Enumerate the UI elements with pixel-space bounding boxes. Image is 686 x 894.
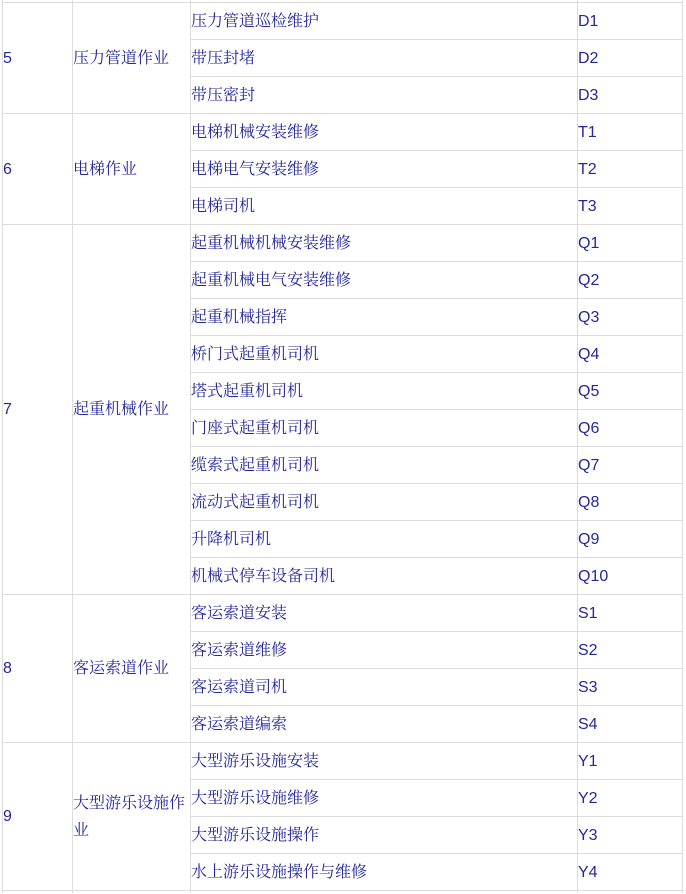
item-code-cell: Y3 — [578, 817, 683, 854]
item-name-cell: 电梯电气安装维修 — [191, 151, 578, 188]
item-name-cell: 客运索道编索 — [191, 706, 578, 743]
item-name-cell: 带压密封 — [191, 77, 578, 114]
item-code-cell: S4 — [578, 706, 683, 743]
item-name-cell: 客运索道维修 — [191, 632, 578, 669]
item-code-cell: Q9 — [578, 521, 683, 558]
item-code-cell: Y2 — [578, 780, 683, 817]
item-code-cell: Q1 — [578, 225, 683, 262]
item-code-cell: Q2 — [578, 262, 683, 299]
item-code-cell: Q8 — [578, 484, 683, 521]
item-name-cell: 桥门式起重机司机 — [191, 336, 578, 373]
item-name-cell: 起重机械机械安装维修 — [191, 225, 578, 262]
group-serial-cell: 6 — [3, 114, 73, 225]
item-name-cell: 塔式起重机司机 — [191, 373, 578, 410]
group-serial-cell: 7 — [3, 225, 73, 595]
partial-row-bottom — [3, 891, 683, 894]
group-category-cell: 压力管道作业 — [73, 3, 191, 114]
item-name-cell: 大型游乐设施安装 — [191, 743, 578, 780]
item-code-cell: D1 — [578, 3, 683, 40]
item-name-cell: 电梯司机 — [191, 188, 578, 225]
item-name-cell: 流动式起重机司机 — [191, 484, 578, 521]
item-code-cell: Y1 — [578, 743, 683, 780]
item-code-cell: S3 — [578, 669, 683, 706]
partial-row-cell — [3, 891, 73, 894]
partial-row-cell — [73, 891, 191, 894]
table-row — [3, 3, 683, 40]
item-name-cell: 带压封堵 — [191, 40, 578, 77]
table-row — [3, 743, 683, 780]
item-code-cell: T2 — [578, 151, 683, 188]
group-serial-cell: 5 — [3, 3, 73, 114]
item-name-cell: 起重机械电气安装维修 — [191, 262, 578, 299]
item-code-cell: Q10 — [578, 558, 683, 595]
table-row — [3, 225, 683, 262]
item-name-cell: 大型游乐设施操作 — [191, 817, 578, 854]
item-name-cell: 水上游乐设施操作与维修 — [191, 854, 578, 891]
special-equipment-operations-table — [2, 0, 683, 893]
table-row — [3, 114, 683, 151]
partial-row-cell — [578, 891, 683, 894]
table-row — [3, 595, 683, 632]
item-name-cell: 客运索道司机 — [191, 669, 578, 706]
item-name-cell: 升降机司机 — [191, 521, 578, 558]
item-code-cell: Y4 — [578, 854, 683, 891]
item-name-cell: 压力管道巡检维护 — [191, 3, 578, 40]
group-serial-cell: 9 — [3, 743, 73, 891]
group-category-cell: 客运索道作业 — [73, 595, 191, 743]
item-name-cell: 客运索道安装 — [191, 595, 578, 632]
item-name-cell: 机械式停车设备司机 — [191, 558, 578, 595]
item-code-cell: Q4 — [578, 336, 683, 373]
item-name-cell: 缆索式起重机司机 — [191, 447, 578, 484]
item-code-cell: D2 — [578, 40, 683, 77]
group-serial-cell: 8 — [3, 595, 73, 743]
item-name-cell: 门座式起重机司机 — [191, 410, 578, 447]
item-code-cell: T3 — [578, 188, 683, 225]
item-name-cell: 起重机械指挥 — [191, 299, 578, 336]
item-name-cell: 电梯机械安装维修 — [191, 114, 578, 151]
item-code-cell: Q5 — [578, 373, 683, 410]
item-code-cell: S2 — [578, 632, 683, 669]
item-code-cell: D3 — [578, 77, 683, 114]
partial-row-cell — [191, 891, 578, 894]
item-name-cell: 大型游乐设施维修 — [191, 780, 578, 817]
item-code-cell: Q3 — [578, 299, 683, 336]
group-category-cell: 电梯作业 — [73, 114, 191, 225]
group-category-cell: 起重机械作业 — [73, 225, 191, 595]
item-code-cell: Q6 — [578, 410, 683, 447]
group-category-cell: 大型游乐设施作业 — [73, 743, 191, 891]
item-code-cell: T1 — [578, 114, 683, 151]
item-code-cell: S1 — [578, 595, 683, 632]
item-code-cell: Q7 — [578, 447, 683, 484]
